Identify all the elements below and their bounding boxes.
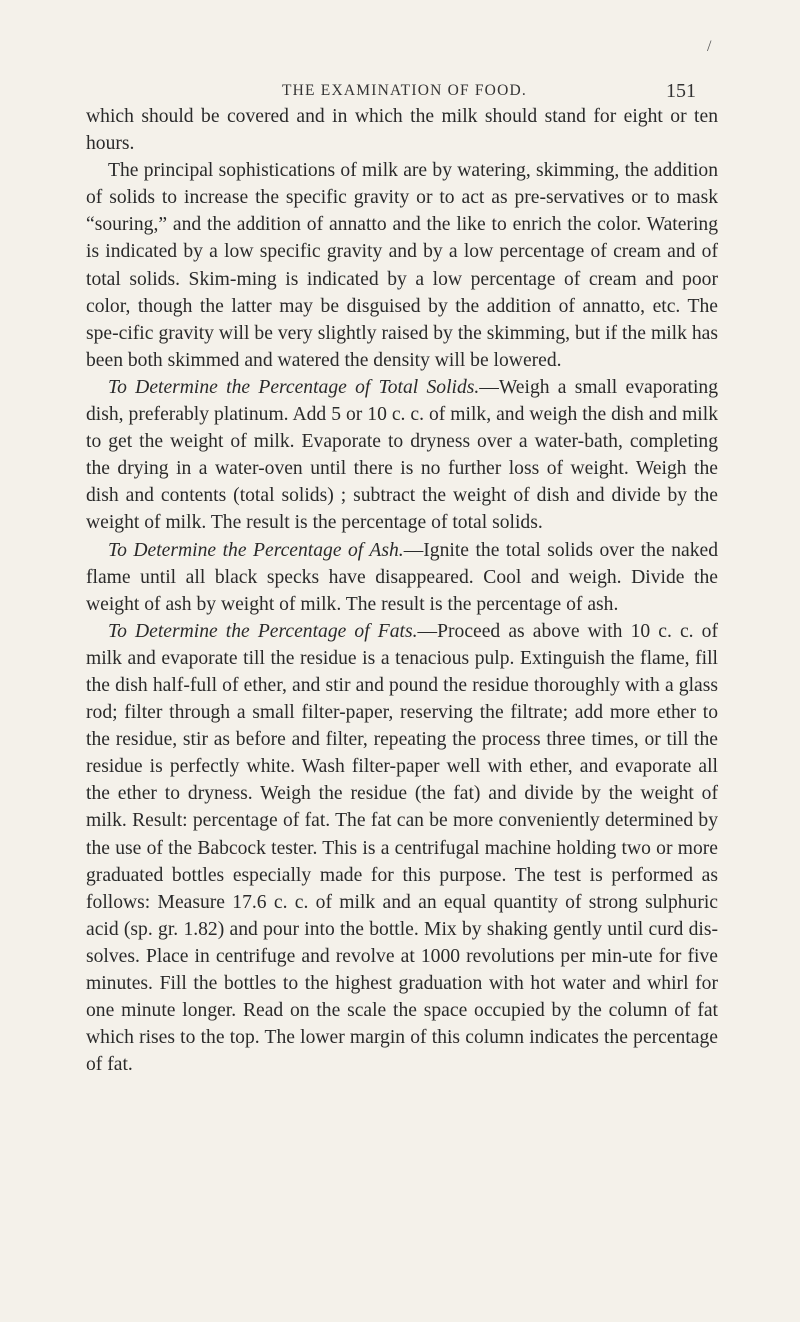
section-heading-total-solids: To Determine the Percentage of Total Solids. (108, 376, 480, 398)
paragraph-text: —Ignite the total solids over the naked flame until all black specks have disappeared. Cool and weigh. Divide the weight of ash by weight of milk. The result is the percentage of ash. (86, 539, 719, 615)
paragraph-total-solids (86, 374, 718, 537)
paragraph-sophistications (86, 157, 718, 374)
paragraph-text: which should be covered and in which the milk should stand for eight or ten hours. (86, 106, 718, 155)
section-heading-ash: To Determine the Percentage of Ash. (108, 539, 404, 561)
paragraph-text: —Weigh a small evaporating dish, preferably platinum. Add 5 or 10 c. c. of milk, and weigh the dish and milk to get the weight of milk. Evaporate to dryness over a water-bath, completing the drying in a water-oven until there is no further loss of weight. Weigh the dish and contents (total solids) ; subtract the weight of dish and divide by the weight of milk. The result is the percentage of total solids. (86, 376, 718, 534)
paragraph-ash (86, 537, 718, 618)
body-text (86, 103, 718, 1078)
paragraph-fats (86, 618, 718, 1079)
section-heading-fats: To Determine the Percentage of Fats. (108, 620, 418, 642)
paragraph-text: The principal sophistications of milk are by watering, skimming, the addition of solids to increase the specific gravity or to act as pre-servatives or to mask “souring,” and the addition of annatto and the like to enrich the color. Watering is indicated by a low specific gravity and by a low percentage of cream and of total solids. Skim-ming is indicated by a low percentage of cream and poor color, though the latter may be disguised by the addition of annatto, etc. The spe-cific gravity will be very slightly raised by the skimming, but if the milk has been both skimmed and watered the density will be lowered. (86, 160, 718, 371)
running-head: THE EXAMINATION OF FOOD. (282, 82, 527, 99)
corner-mark: / (707, 38, 712, 55)
paragraph-text: —Proceed as above with 10 c. c. of milk and evaporate till the residue is a tenacious pulp. Extinguish the flame, fill the dish half-full of ether, and stir and pound the residue thoroughly with a glass rod; filter through a small filter-paper, reserving the filtrate; add more ether to the residue, stir as before and filter, repeating the process three times, or till the residue is perfectly white. Wash filter-paper well with ether, and evaporate all the ether to dryness. Weigh the residue (the fat) and divide by the weight of milk. Result: percentage of fat. The fat can be more conveniently determined by the use of the Babcock tester. This is a centrifugal machine holding two or more graduated bottles especially made for this purpose. The test is performed as follows: Measure 17.6 c. c. of milk and an equal quantity of strong sulphuric acid (sp. gr. 1.82) and pour into the bottle. Mix by shaking gently until curd dis-solves. Place in centrifuge and revolve at 1000 revolutions per min-ute for five minutes. Fill the bottles to the highest graduation with hot water and whirl for one minute longer. Read on the scale the space occupied by the column of fat which rises to the top. The lower margin of this column indicates the percentage of fat. (86, 620, 718, 1076)
page-number: 151 (666, 80, 696, 102)
paragraph-continuation (86, 103, 718, 157)
